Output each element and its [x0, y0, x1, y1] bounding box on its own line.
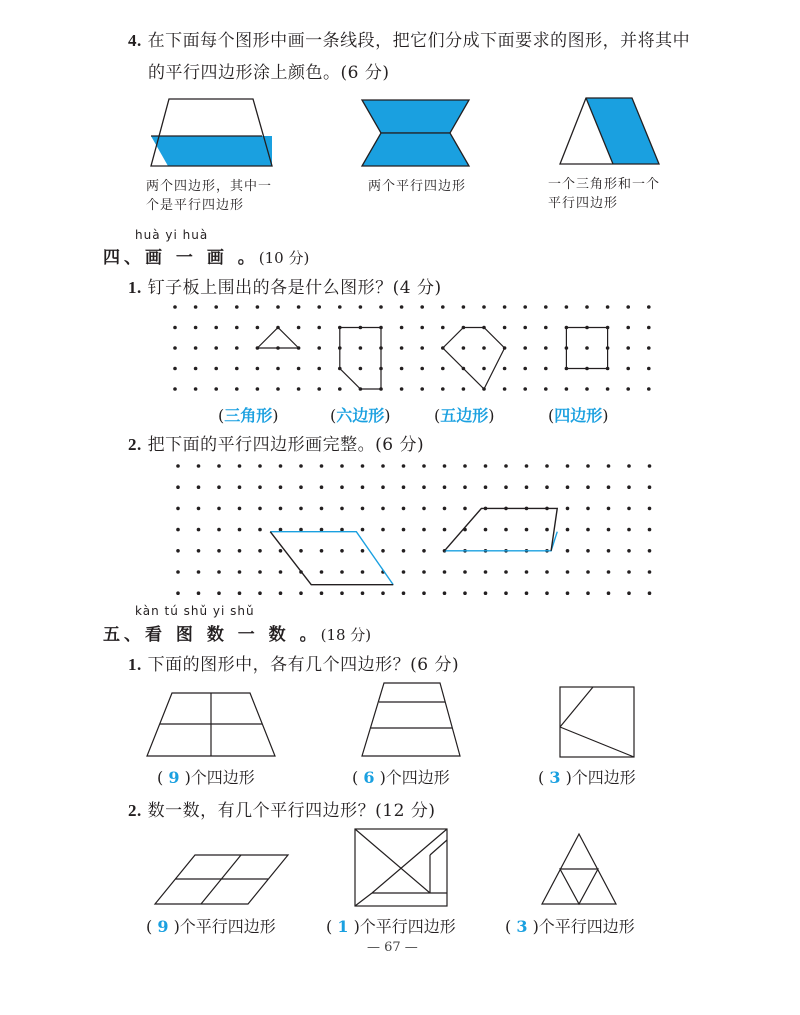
s5q2-suffix1: )个平行四边形	[173, 917, 276, 936]
s5q1-answer2-value: 6	[363, 768, 375, 787]
s5q2-answer1-value: 9	[157, 917, 169, 936]
s5q2-answer3-value: 3	[516, 917, 528, 936]
q4-label1-line2: 个是平行四边形	[146, 198, 245, 213]
answer-hexagon: 六边形	[336, 406, 385, 425]
answer-triangle: 三角形	[224, 406, 273, 425]
section5-pinyin: kàn tú shǔ yi shǔ	[135, 604, 255, 618]
s5q1-score: (6 分)	[410, 655, 460, 675]
s5q2-suffix3: )个平行四边形	[532, 917, 635, 936]
s5q2-number: 2.	[128, 801, 142, 820]
section5-score: (18 分)	[320, 626, 372, 644]
s4q2-score: (6 分)	[375, 435, 425, 455]
s5q1-suffix2: )个四边形	[379, 768, 450, 787]
answer-quadrilateral: 四边形	[554, 406, 603, 425]
q4-text-line2: 的平行四边形涂上颜色。	[148, 63, 341, 83]
q4-text-line1: 在下面每个图形中画一条线段，把它们分成下面要求的图形，并将其中	[147, 31, 691, 51]
s5q1-suffix3: )个四边形	[565, 768, 636, 787]
s5q2-text: 数一数，有几个平行四边形？	[147, 801, 376, 821]
section4-title: 四、画 一 画 。	[103, 248, 259, 268]
section4-pinyin: huà yi huà	[135, 228, 209, 242]
s5q2-answer2-value: 1	[337, 917, 349, 936]
q4-label1-line1: 两个四边形，其中一	[146, 179, 273, 194]
s4q1-answer4: (四边形)	[548, 406, 609, 425]
s4q1-answer3: (五边形)	[434, 406, 495, 425]
s5q2-answer1: ( 9 )个平行四边形	[146, 917, 276, 936]
answer-pentagon: 五边形	[440, 406, 489, 425]
s5q1-answer3: ( 3 )个四边形	[538, 768, 636, 787]
q4-score: (6 分)	[340, 63, 390, 83]
s5q2-answer3: ( 3 )个平行四边形	[505, 917, 635, 936]
s4q1-score: (4 分)	[392, 278, 442, 298]
page-number: — 67 —	[367, 940, 418, 955]
s5q2-score: (12 分)	[375, 801, 436, 821]
q4-number: 4.	[128, 31, 142, 50]
s5q1-number: 1.	[128, 655, 142, 674]
s4q1-text: 钉子板上围出的各是什么图形？	[147, 278, 393, 298]
s4q2-text: 把下面的平行四边形画完整。	[147, 435, 376, 455]
s5q1-answer1-value: 9	[168, 768, 180, 787]
q4-label2-line1: 两个平行四边形	[368, 179, 467, 194]
section4-score: (10 分)	[258, 249, 310, 267]
s5q1-suffix1: )个四边形	[184, 768, 255, 787]
s4q1-answer1: (三角形)	[218, 406, 279, 425]
s5q1-text: 下面的图形中，各有几个四边形？	[147, 655, 411, 675]
section5-title: 五、看 图 数 一 数 。	[103, 625, 321, 645]
q4-label3-line2: 平行四边形	[548, 196, 619, 211]
s5q1-answer2: ( 6 )个四边形	[352, 768, 450, 787]
s5q1-answer3-value: 3	[549, 768, 561, 787]
s4q1-answer2: (六边形)	[330, 406, 391, 425]
s5q2-suffix2: )个平行四边形	[353, 917, 456, 936]
s5q2-answer2: ( 1 )个平行四边形	[326, 917, 456, 936]
q4-label3-line1: 一个三角形和一个	[548, 177, 661, 192]
s4q2-number: 2.	[128, 435, 142, 454]
s4q1-number: 1.	[128, 278, 142, 297]
s5q1-answer1: ( 9 )个四边形	[157, 768, 255, 787]
